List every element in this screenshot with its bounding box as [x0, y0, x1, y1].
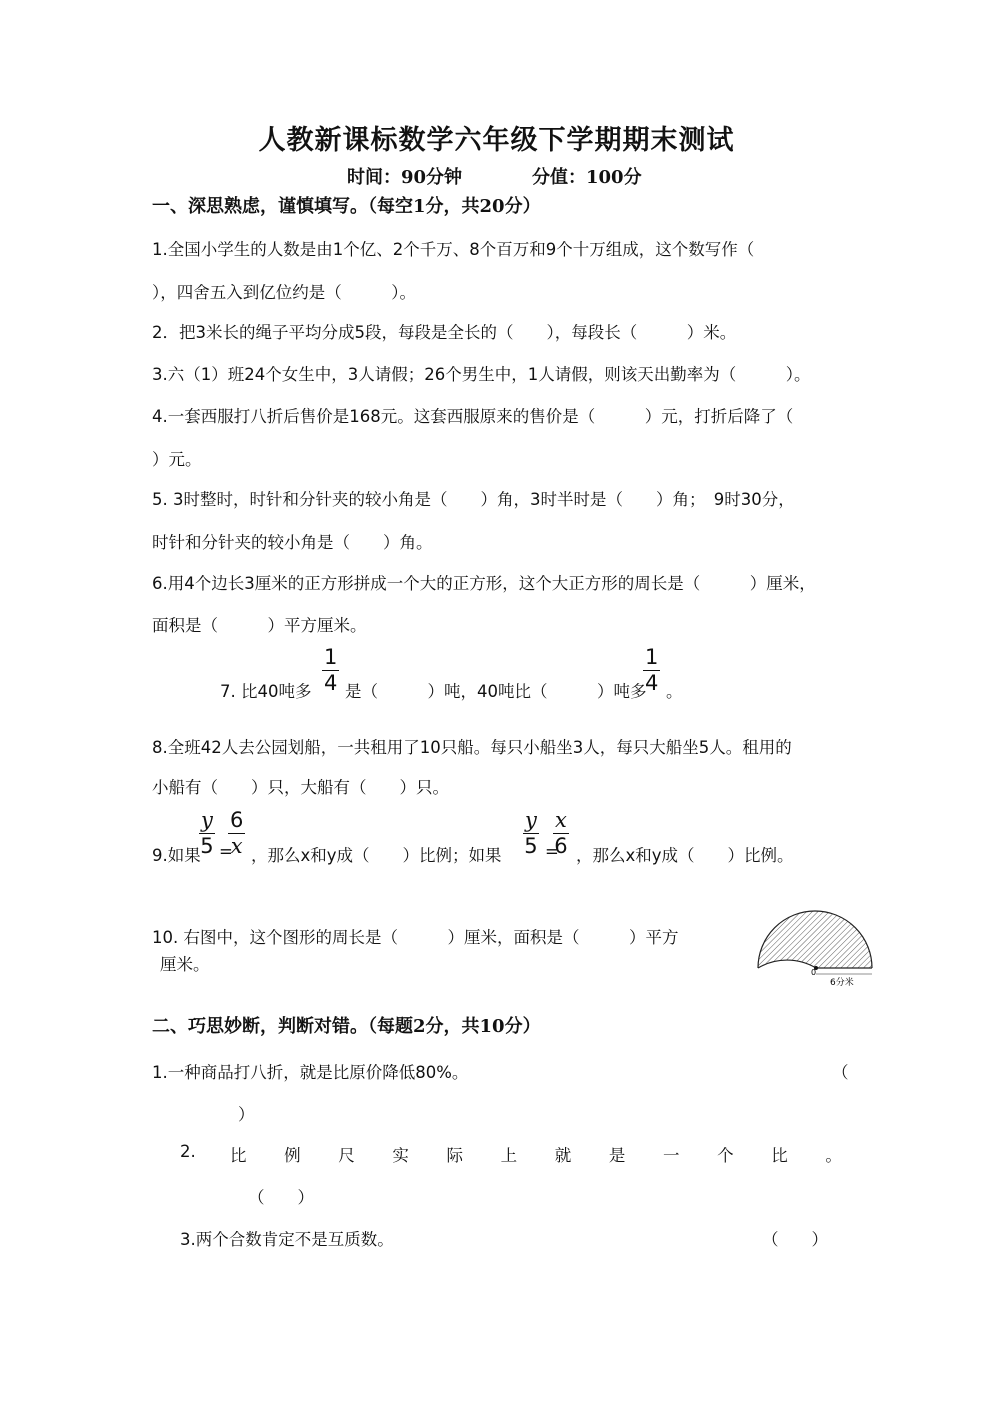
semicircle-figure — [750, 900, 890, 995]
question-4-line1: 4.一套西服打八折后售价是168元。这套西服原来的售价是（ ）元，打折后降了（ — [152, 407, 794, 426]
judgement-1-paren-close: ） — [238, 1105, 255, 1124]
question-9-fraction-2 — [228, 810, 245, 857]
question-8-line2: 小船有（ ）只，大船有（ ）只。 — [152, 778, 449, 797]
judgement-3-paren: （ ） — [762, 1230, 828, 1249]
question-9-equals-2: = — [545, 842, 559, 861]
j2-char: 是 — [608, 1146, 626, 1165]
fraction-numerator: 1 — [324, 645, 338, 669]
judgement-2-text — [230, 1142, 842, 1166]
question-7-fraction-2 — [643, 647, 660, 694]
j2-char: 尺 — [338, 1146, 355, 1165]
j2-char: 比 — [230, 1146, 247, 1165]
question-7-part2: 是（ ）吨，40吨比（ ）吨多 — [345, 682, 647, 701]
question-3: 3.六（1）班24个女生中，3人请假；26个男生中，1人请假，则该天出勤率为（ ）。 — [152, 365, 811, 384]
j2-char: 上 — [500, 1146, 518, 1165]
question-6-line1: 6.用4个边长3厘米的正方形拼成一个大的正方形，这个大正方形的周长是（ ）厘米， — [152, 574, 816, 593]
question-1-line2: ），四舍五入到亿位约是（ ）。 — [152, 283, 416, 302]
question-1-line1: 1.全国小学生的人数是由1个亿、2个千万、8个百万和9个十万组成，这个数写作（ — [152, 240, 755, 259]
question-9-fraction-1 — [199, 810, 215, 857]
question-7-part3: 。 — [666, 682, 683, 701]
judgement-1: 1.一种商品打八折，就是比原价降低80%。 — [152, 1063, 469, 1082]
question-4-line2: ）元。 — [152, 450, 202, 469]
j2-char: 实 — [392, 1146, 409, 1165]
question-5-line2: 时针和分针夹的较小角是（ ）角。 — [152, 533, 433, 552]
question-10-line1: 10. 右图中，这个图形的周长是（ ）厘米，面积是（ ）平方 — [152, 928, 679, 947]
question-9-fraction-3 — [523, 810, 539, 857]
length-label: 6分米 — [830, 978, 854, 988]
question-2: 2．把3米长的绳子平均分成5段，每段是全长的（ ），每段长（ ）米。 — [152, 323, 737, 342]
question-9-equals-1: = — [219, 842, 233, 861]
section1-heading: 一、深思熟虑，谨慎填写。（每空1分，共20分） — [152, 196, 541, 217]
question-6-line2: 面积是（ ）平方厘米。 — [152, 616, 367, 635]
fraction-denominator: 5 — [524, 834, 538, 858]
page-title: 人教新课标数学六年级下学期期末测试 — [258, 125, 735, 156]
fraction-numerator: y — [525, 808, 537, 832]
fraction-denominator: 5 — [200, 834, 214, 858]
fraction-numerator: 1 — [645, 645, 659, 669]
question-9-middle: ，那么x和y成（ ）比例；如果 — [251, 846, 502, 865]
center-label: 0 — [811, 968, 817, 977]
judgement-2-paren: （ ） — [248, 1188, 314, 1207]
j2-char: 例 — [284, 1146, 301, 1165]
fraction-numerator: 6 — [230, 808, 244, 832]
judgement-3: 3.两个合数肯定不是互质数。 — [180, 1230, 394, 1249]
fraction-denominator: 4 — [645, 671, 659, 695]
question-10-line2: 厘米。 — [160, 955, 210, 974]
fraction-numerator: y — [201, 808, 213, 832]
fraction-numerator: x — [555, 808, 567, 832]
fraction-denominator: x — [230, 834, 243, 858]
j2-char: 比 — [771, 1146, 788, 1165]
question-9-prefix: 9.如果 — [152, 846, 201, 865]
judgement-1-paren-open: （ — [832, 1063, 849, 1082]
fraction-denominator: 4 — [324, 671, 338, 695]
j2-char: 就 — [554, 1146, 572, 1165]
shaded-region — [758, 911, 872, 968]
j2-char: 个 — [717, 1146, 734, 1165]
j2-char: 。 — [825, 1146, 842, 1165]
question-7-fraction-1 — [322, 647, 339, 694]
j2-char: 一 — [663, 1146, 680, 1165]
section2-heading: 二、巧思妙断，判断对错。（每题2分，共10分） — [152, 1016, 541, 1037]
question-9-suffix: ，那么x和y成（ ）比例。 — [576, 846, 794, 865]
question-7-part1: 7. 比40吨多 — [220, 682, 312, 701]
judgement-2-number: 2. — [180, 1142, 196, 1161]
question-5-line1: 5. 3时整时，时针和分针夹的较小角是（ ）角，3时半时是（ ）角； 9时30分， — [152, 490, 795, 509]
question-8-line1: 8.全班42人去公园划船，一共租用了10只船。每只小船坐3人，每只大船坐5人。租用的 — [152, 738, 792, 757]
exam-score: 分值：100分 — [532, 167, 642, 188]
fraction-denominator: 6 — [554, 834, 568, 858]
exam-time: 时间：90分钟 — [347, 167, 463, 188]
j2-char: 际 — [446, 1146, 463, 1165]
question-9-fraction-4 — [553, 810, 569, 857]
